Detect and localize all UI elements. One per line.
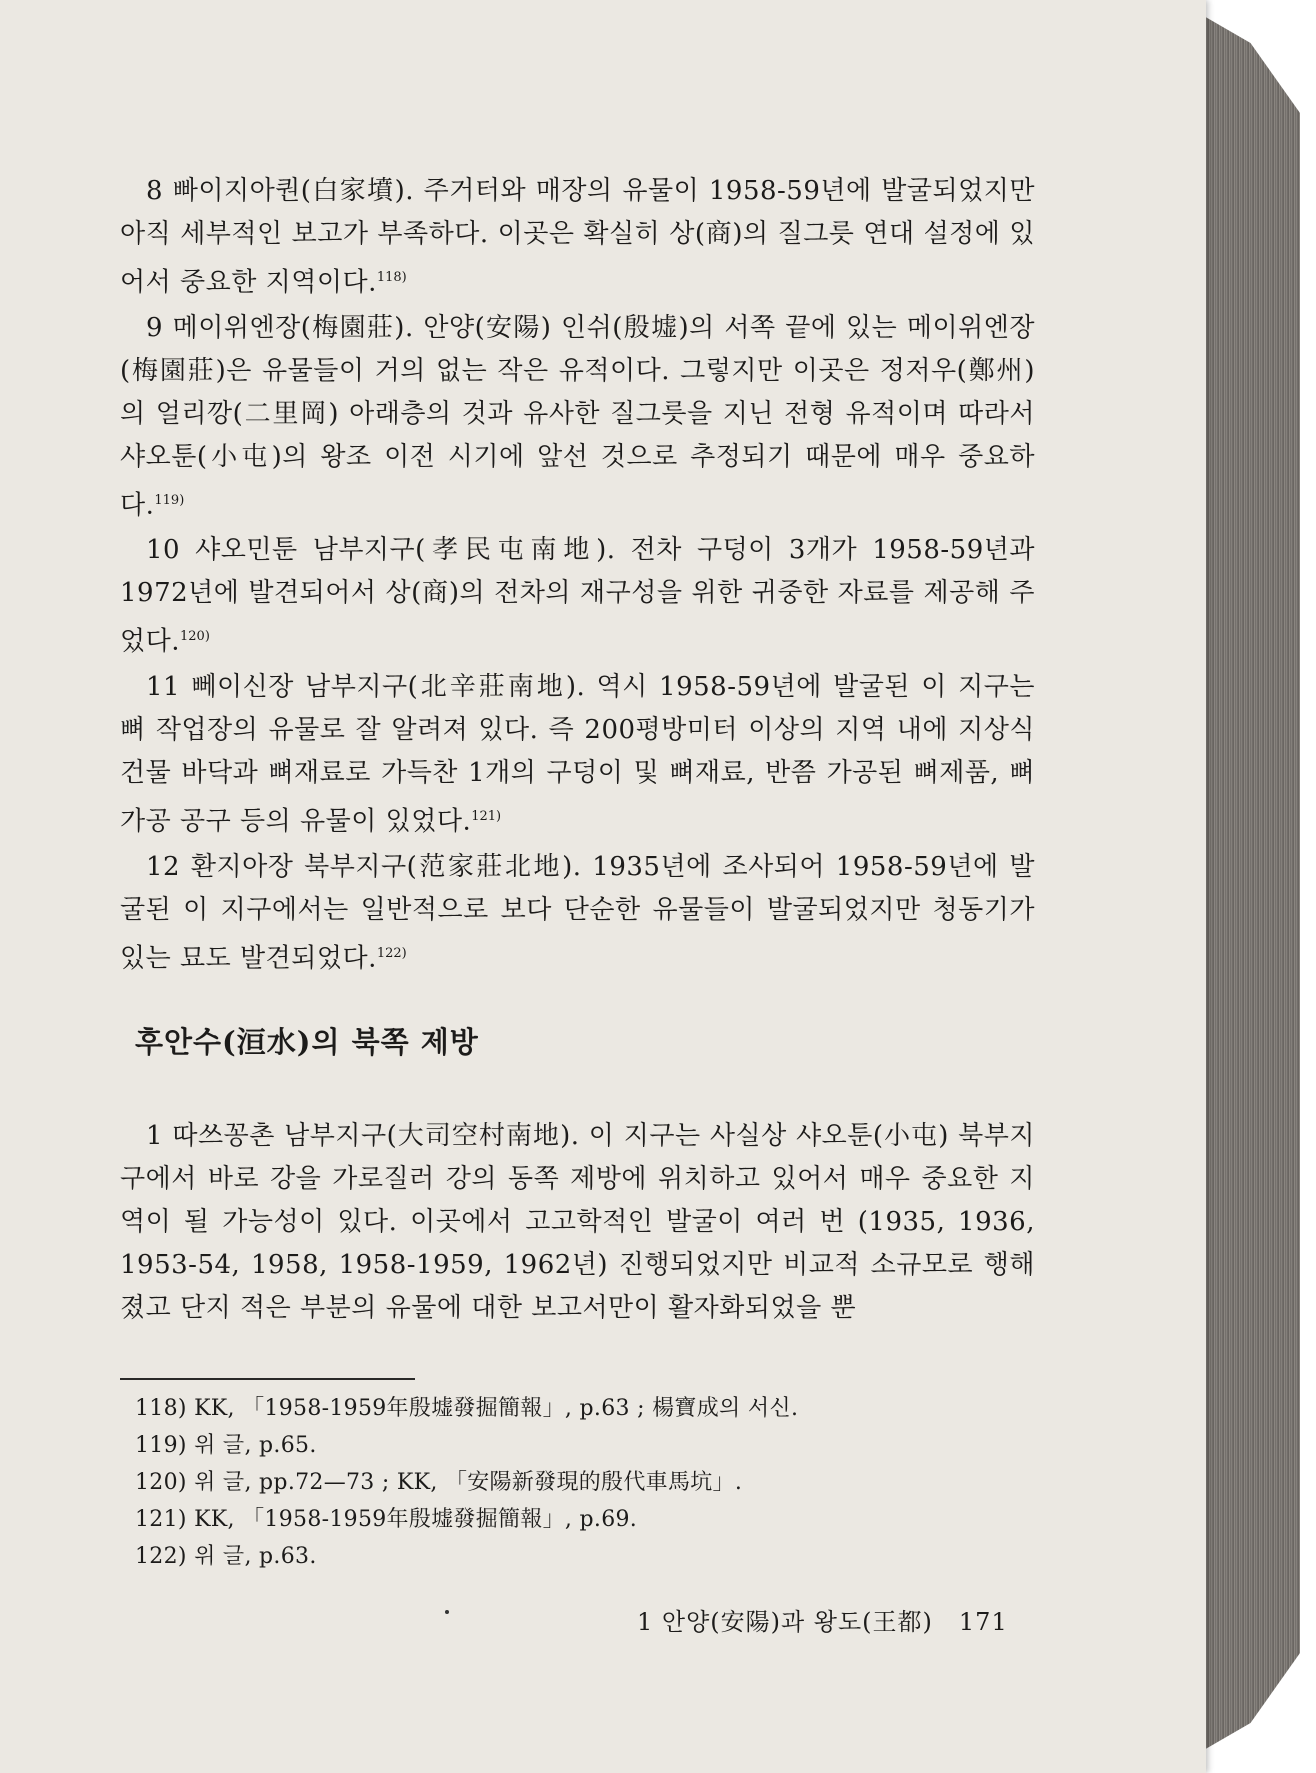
paragraph-12: 12 환지아장 북부지구(范家莊北地). 1935년에 조사되어 1958-59년에 발굴된 이 지구에서는 일반적으로 보다 단순한 유물들이 발굴되었지만 청동기가 있는 묘도 발견되었다.$^{122)}$ bbox=[120, 851, 1035, 974]
print-speck bbox=[445, 1610, 449, 1614]
footnote-ref: 120) bbox=[180, 629, 210, 645]
paragraph-10: 10 샤오민툰 남부지구(孝民屯南地). 전차 구덩이 3개가 1958-59년과 1972년에 발견되어서 상(商)의 전차의 재구성을 위한 귀중한 자료를 제공해 주었다.$^{120)}$ bbox=[120, 535, 1035, 657]
footnote-divider bbox=[120, 1378, 415, 1380]
footnote-119: 119) 위 글, p.65. bbox=[135, 1433, 317, 1458]
footnote-ref: 118) bbox=[376, 270, 407, 285]
footnotes bbox=[135, 1390, 1015, 1575]
footnote-ref: 121) bbox=[471, 808, 502, 824]
page-footer bbox=[637, 1602, 1008, 1637]
paragraph-8: 8 빠이지아퀀(白家墳). 주거터와 매장의 유물이 1958-59년에 발굴되었지만 아직 세부적인 보고가 부족하다. 이곳은 확실히 상(商)의 질그릇 연대 설정에 있어서 중요한 지역이다.$^{118)}$ bbox=[120, 176, 1035, 298]
page-number: 171 bbox=[958, 1608, 1008, 1636]
paragraph-9: 9 메이위엔장(梅園莊). 안양(安陽) 인쉬(殷墟)의 서쪽 끝에 있는 메이위엔장(梅園莊)은 유물들이 거의 없는 작은 유적이다. 그렇지만 이곳은 정저우(鄭州)의 얼리깡(二里岡) 아래층의 것과 유사한 질그릇을 지닌 전형 유적이며 따라서 샤오툰(小屯)의 왕조 이전 시기에 앞선 것으로 추정되기 때문에 매우 중요하다.$^{119)}$ bbox=[120, 312, 1035, 521]
footnote-120: 120) 위 글, pp.72—73 ; KK, 「安陽新發現的殷代車馬坑」. bbox=[135, 1470, 743, 1495]
paragraph-1: 1 따쓰꽁촌 남부지구(大司空村南地). 이 지구는 사실상 샤오툰(小屯) 북부지구에서 바로 강을 가로질러 강의 동쪽 제방에 위치하고 있어서 매우 중요한 지역이 될 가능성이 있다. 이곳에서 고고학적인 발굴이 여러 번 (1935, 1936, 1953-54, 1958, 1958-1959, 1962년) 진행되었지만 비교적 소규모로 행해졌고 단지 적은 부분의 유물에 대한 보고서만이 활자화되었을 뿐 bbox=[120, 1121, 1036, 1323]
footnote-ref: 119) bbox=[154, 492, 185, 508]
running-title: 1 안양(安陽)과 왕도(王都) bbox=[637, 1608, 933, 1636]
footnote-122: 122) 위 글, p.63. bbox=[135, 1544, 317, 1569]
footnote-121: 121) KK, 「1958-1959年殷墟發掘簡報」, p.69. bbox=[135, 1507, 638, 1532]
section-heading: 후안수(洹水)의 북쪽 제방 bbox=[135, 1025, 479, 1059]
paragraph-11: 11 뻬이신장 남부지구(北辛莊南地). 역시 1958-59년에 발굴된 이 지구는 뼈 작업장의 유물로 잘 알려져 있다. 즉 200평방미터 이상의 지역 내에 지상식건물 바닥과 뼈재료로 가득찬 1개의 구덩이 및 뼈재료, 반쯤 가공된 뼈제품, 뼈가공 공구 등의 유물이 있었다.$^{121)}$ bbox=[120, 671, 1035, 837]
page-edges bbox=[1190, 8, 1300, 1758]
footnote-118: 118) KK, 「1958-1959年殷墟發掘簡報」, p.63 ; 楊寶成의 서신. bbox=[135, 1396, 799, 1421]
body-text bbox=[120, 170, 1035, 982]
footnote-ref: 122) bbox=[376, 945, 407, 961]
body-text-continued bbox=[120, 1115, 1035, 1332]
